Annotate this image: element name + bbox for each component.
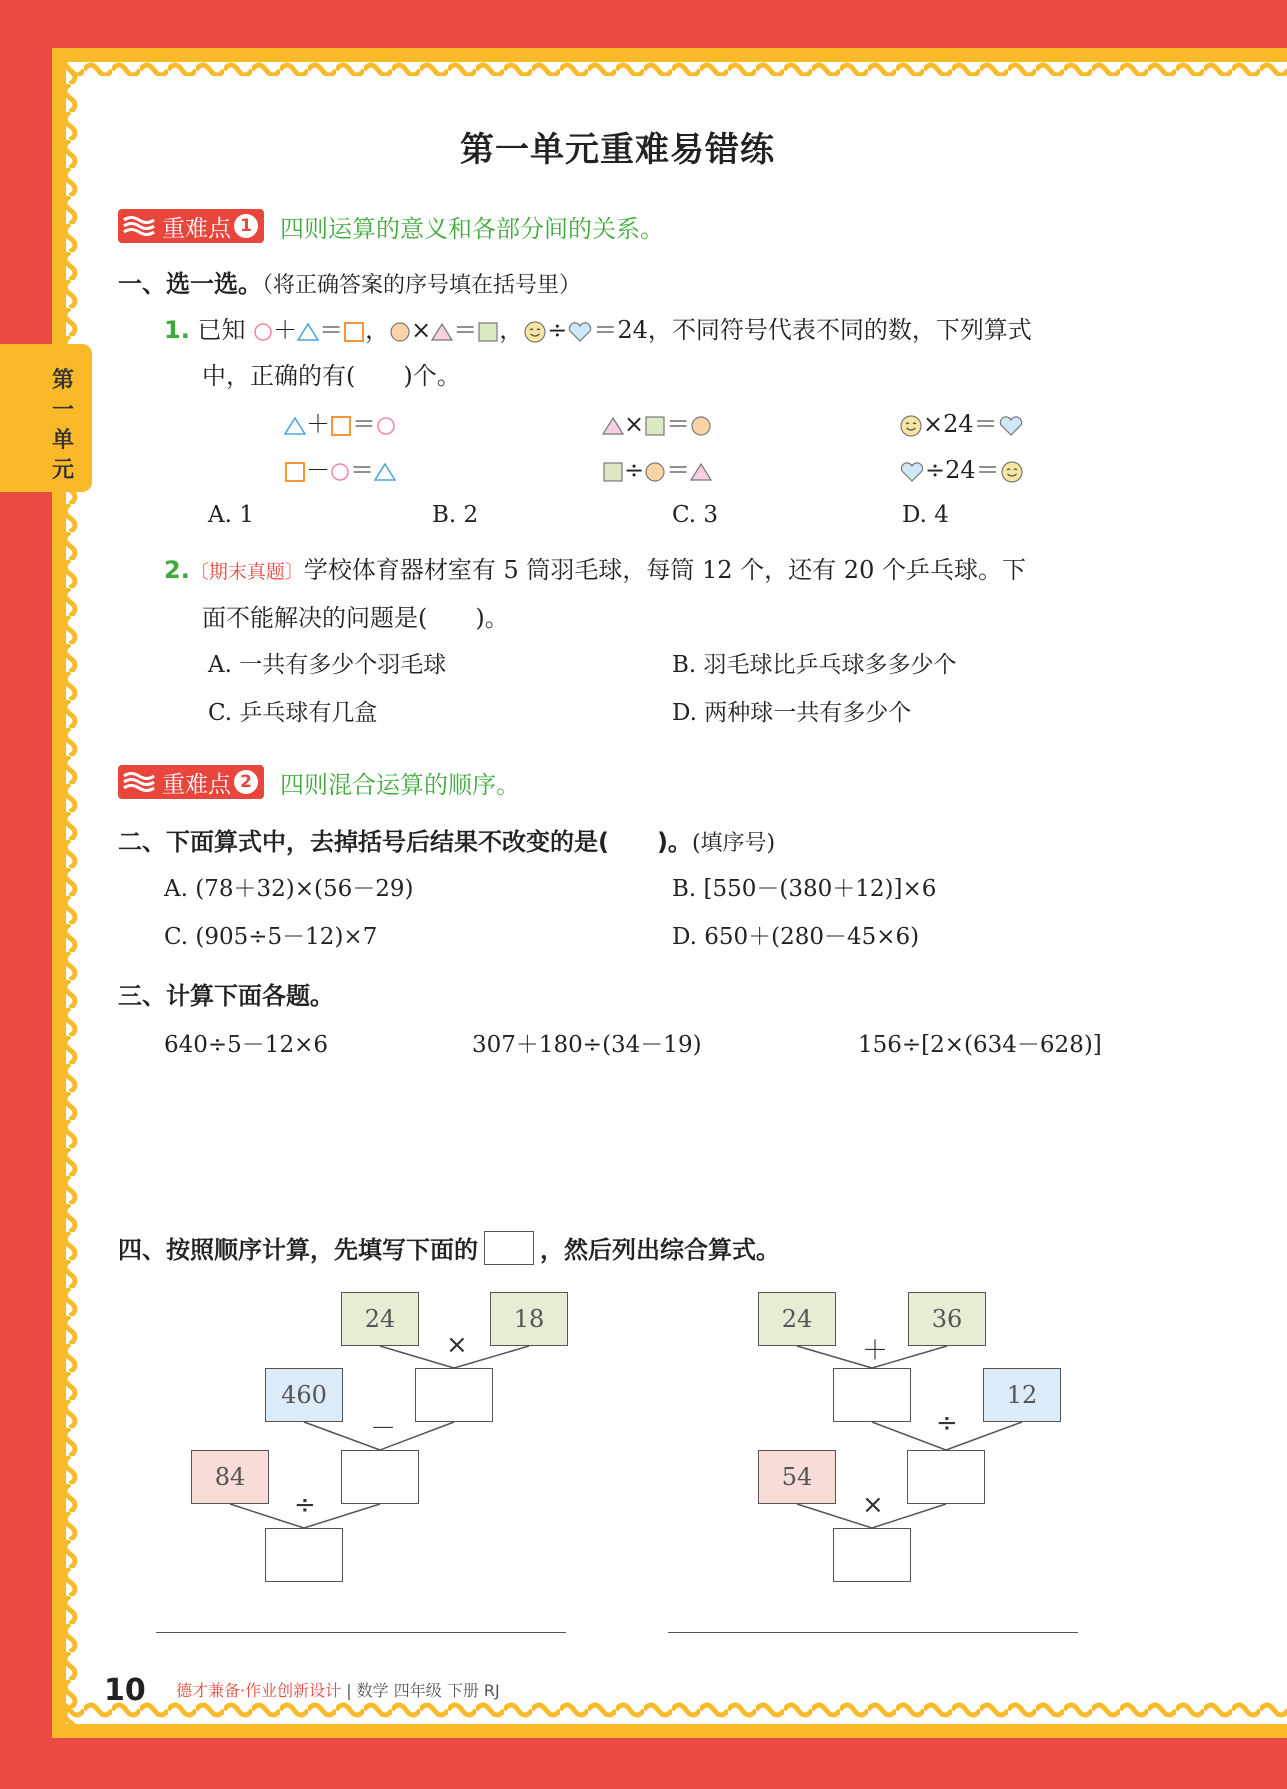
- key-point-text: 四则混合运算的顺序。: [280, 770, 520, 799]
- key-point-text: 四则运算的意义和各部分间的关系。: [280, 214, 664, 243]
- section-4-title-a: 四、按照顺序计算，先填写下面的: [118, 1236, 478, 1264]
- diagram-1-op-3: ÷: [294, 1490, 316, 1520]
- answer-line-1[interactable]: [156, 1632, 566, 1633]
- q2-option-d: D. 两种球一共有多少个: [672, 700, 912, 726]
- question-1-line-1: 1. 已知 ＋ ＝ ， × ＝ ， ÷ ＝24，不同符号代表不同的数，下列算式: [164, 316, 1032, 344]
- section-1-title: 一、选一选。: [118, 270, 262, 298]
- section-2-title: 二、下面算式中，去掉括号后结果不改变的是( )。: [118, 828, 692, 856]
- diagram-1-box-d: 84: [191, 1450, 269, 1504]
- calc-expression-1: 640÷5－12×6: [164, 1032, 328, 1058]
- q1-expression-4: － ＝: [284, 450, 396, 485]
- diagram-2-box-a: 24: [758, 1292, 836, 1346]
- question-1-line-2: 中，正确的有( )个。: [202, 362, 461, 390]
- diagram-1-box-b: 18: [490, 1292, 568, 1346]
- footer-brand: 德才兼备·作业创新设计: [176, 1681, 342, 1700]
- q2-option-b: B. 羽毛球比乒乓球多多少个: [672, 652, 957, 678]
- expression-text: ÷24＝: [925, 456, 1000, 484]
- diagram-2-op-1: ＋: [862, 1336, 889, 1366]
- key-point-number: 1: [234, 214, 258, 238]
- diagram-2-op-2: ÷: [936, 1408, 958, 1438]
- question-2-text: 学校体育器材室有 5 筒羽毛球，每筒 12 个，还有 20 个乒乓球。下: [303, 556, 1026, 584]
- diagram-2-box-d: 54: [758, 1450, 836, 1504]
- unit-side-tab: [0, 344, 92, 492]
- q1-option-a: A. 1: [208, 502, 254, 528]
- answer-line-2[interactable]: [668, 1632, 1078, 1633]
- q1-known: 已知: [197, 316, 246, 344]
- q2-option-a: A. 一共有多少个羽毛球: [208, 652, 447, 678]
- diagram-1-box-a: 24: [341, 1292, 419, 1346]
- side-tab-label: 第一单元: [51, 368, 74, 483]
- section-2-note: (填序号): [691, 831, 776, 856]
- q1-expression-5: ÷ ＝: [602, 450, 712, 485]
- q1-statement: ＝24，不同符号代表不同的数，下列算式: [593, 316, 1032, 344]
- footer-text: [176, 1678, 500, 1701]
- q1-expression-2: × ＝: [602, 404, 712, 439]
- exam-tag: 〔期末真题〕: [189, 561, 304, 583]
- key-point-label: 重难点: [162, 215, 231, 242]
- sec2-option-b: B. [550－(380＋12)]×6: [672, 876, 937, 902]
- diagram-2-answer-3[interactable]: [833, 1528, 911, 1582]
- expression-text: ×24＝: [923, 410, 998, 438]
- diagram-1-op-2: －: [370, 1414, 397, 1444]
- page-title: 第一单元重难易错练: [460, 130, 775, 170]
- section-4-title-b: ，然后列出综合算式。: [540, 1236, 780, 1264]
- diagram-2-box-c: 12: [983, 1368, 1061, 1422]
- worksheet-page: [84, 78, 1287, 1708]
- question-1-number: 1.: [164, 316, 190, 344]
- q1-option-d: D. 4: [902, 502, 949, 528]
- question-2-number: 2.: [164, 556, 190, 584]
- page-number: 10: [104, 1673, 146, 1708]
- sec2-option-a: A. (78＋32)×(56－29): [164, 876, 414, 902]
- q1-option-b: B. 2: [432, 502, 479, 528]
- diagram-2-answer-1[interactable]: [833, 1368, 911, 1422]
- diagram-2-answer-2[interactable]: [907, 1450, 985, 1504]
- sec2-option-d: D. 650＋(280－45×6): [672, 924, 920, 950]
- section-3-title: 三、计算下面各题。: [118, 982, 334, 1010]
- question-2-line-2: 面不能解决的问题是( )。: [202, 604, 509, 632]
- diagram-2-connectors: [84, 78, 1284, 1678]
- key-point-label: 重难点: [162, 771, 231, 798]
- calc-expression-3: 156÷[2×(634－628)]: [858, 1032, 1102, 1058]
- footer-meta: | 数学 四年级 下册 RJ: [346, 1681, 500, 1700]
- q1-option-c: C. 3: [672, 502, 719, 528]
- diagram-2-box-b: 36: [908, 1292, 986, 1346]
- diagram-1-op-1: ×: [446, 1330, 468, 1360]
- diagram-2-op-3: ×: [862, 1490, 884, 1520]
- section-1-note: （将正确答案的序号填在括号里）: [262, 273, 582, 298]
- q1-expression-1: ＋ ＝: [284, 404, 396, 439]
- sec2-option-c: C. (905÷5－12)×7: [164, 924, 378, 950]
- diagram-1-box-c: 460: [265, 1368, 343, 1422]
- key-point-number: 2: [234, 770, 258, 794]
- q2-option-c: C. 乒乓球有几盒: [208, 700, 378, 726]
- calc-expression-2: 307＋180÷(34－19): [472, 1032, 702, 1058]
